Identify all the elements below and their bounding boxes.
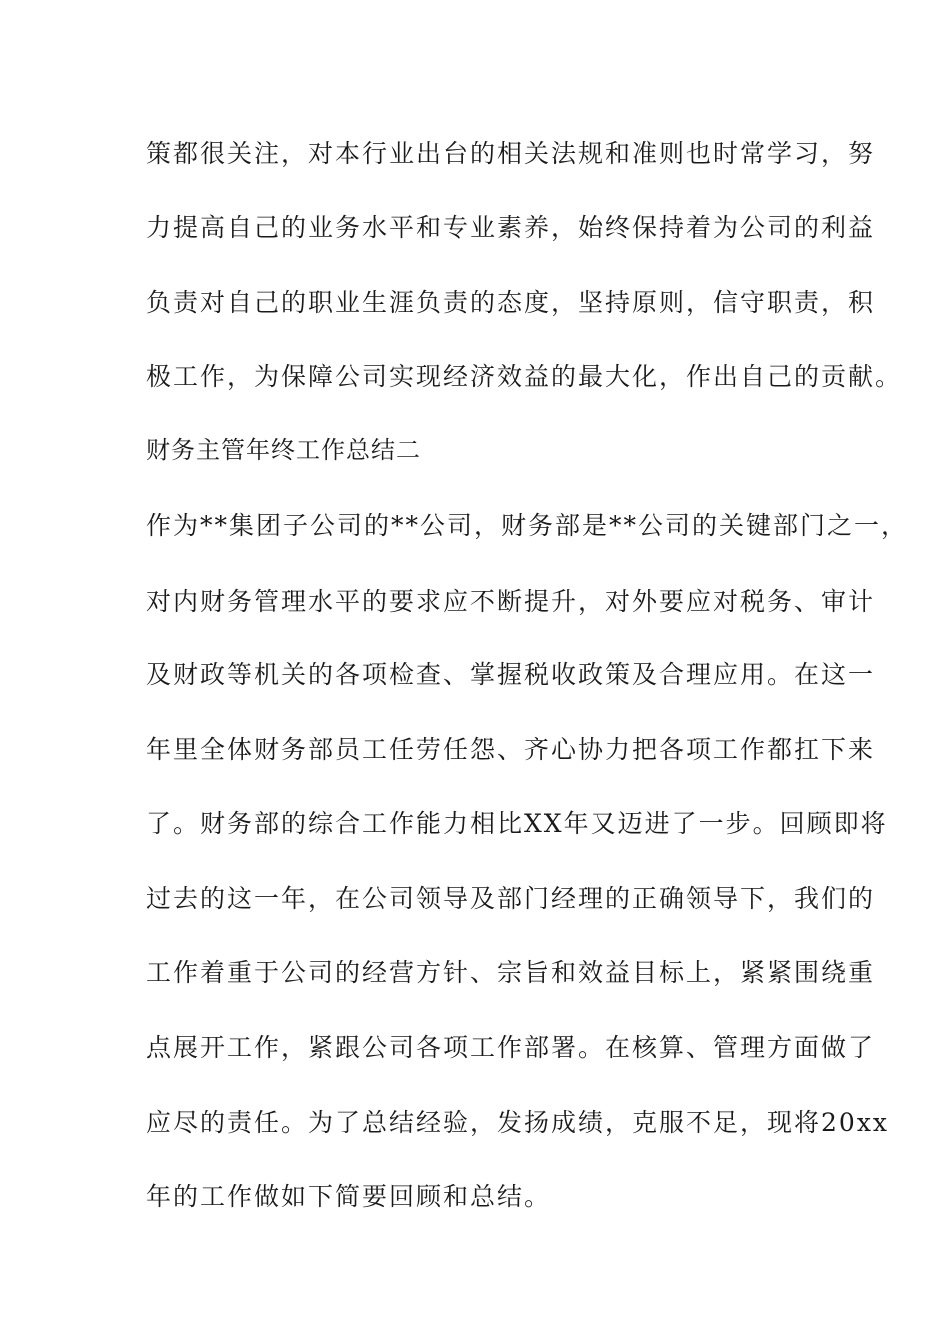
text-line: 工作着重于公司的经营方针、宗旨和效益目标上，紧紧围绕重 [146,958,876,987]
text-line: 力提高自己的业务水平和专业素养，始终保持着为公司的利益 [146,213,876,242]
text-line: 应尽的责任。为了总结经验，发扬成绩，克服不足，现将20xx [146,1108,890,1137]
text-line: 年的工作做如下简要回顾和总结。 [146,1182,552,1211]
text-line: 点展开工作，紧跟公司各项工作部署。在核算、管理方面做了 [146,1033,876,1062]
text-line: 作为**集团子公司的**公司，财务部是**公司的关键部门之一， [146,511,909,540]
text-line: 极工作，为保障公司实现经济效益的最大化，作出自己的贡献。 [146,362,903,391]
section-heading: 财务主管年终工作总结二 [146,436,421,464]
text-line: 对内财务管理水平的要求应不断提升，对外要应对税务、审计 [146,587,876,616]
text-line: 年里全体财务部员工任劳任怨、齐心协力把各项工作都扛下来 [146,735,876,764]
text-line: 策都很关注，对本行业出台的相关法规和准则也时常学习，努 [146,139,876,168]
text-line: 负责对自己的职业生涯负责的态度，坚持原则，信守职责，积 [146,288,876,317]
text-line: 及财政等机关的各项检查、掌握税收政策及合理应用。在这一 [146,660,876,689]
text-line: 了。财务部的综合工作能力相比XX年又迈进了一步。回顾即将 [146,809,888,838]
text-line: 过去的这一年，在公司领导及部门经理的正确领导下，我们的 [146,884,876,913]
